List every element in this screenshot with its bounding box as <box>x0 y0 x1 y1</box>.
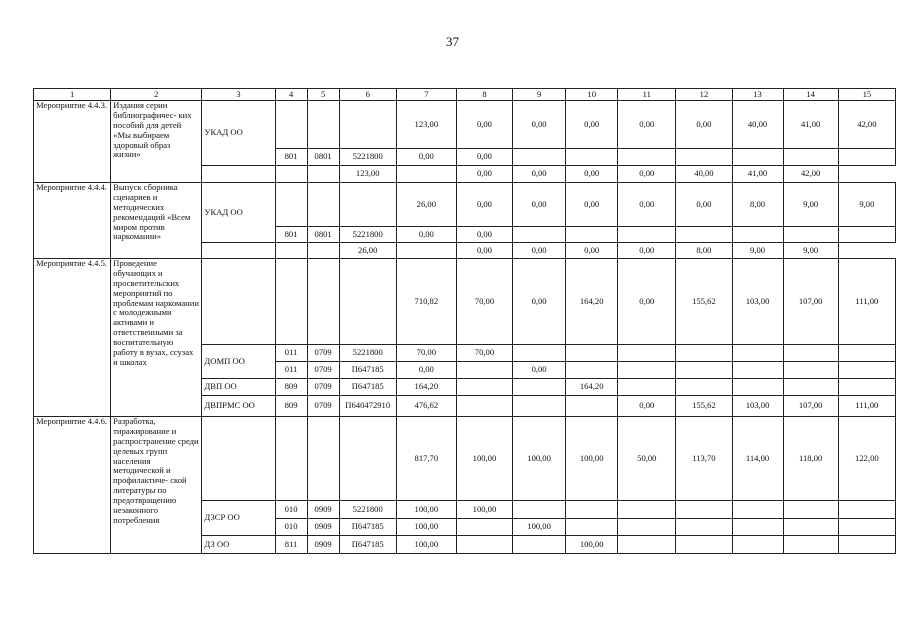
cell-c5: 0909 <box>307 536 339 554</box>
cell-c15: 42,00 <box>783 166 838 183</box>
cell-c5: 0801 <box>307 149 339 166</box>
cell-c13 <box>732 149 783 166</box>
cell-c13: 103,00 <box>732 396 783 417</box>
cell-c13 <box>732 227 783 243</box>
cell-c5 <box>275 166 307 183</box>
cell-c7: 476,62 <box>396 396 456 417</box>
cell-c9: 0,00 <box>456 243 512 259</box>
cell-c13 <box>732 519 783 536</box>
cell-c9: 0,00 <box>513 259 566 345</box>
cell-c14: 41,00 <box>732 166 783 183</box>
event-id-cell: Мероприятие 4.4.5. <box>34 259 111 417</box>
cell-c7: 70,00 <box>396 345 456 362</box>
event-id-cell: Мероприятие 4.4.3. <box>34 101 111 183</box>
cell-c12 <box>676 379 732 396</box>
cell-c8 <box>456 536 512 554</box>
cell-c11: 0,00 <box>566 166 618 183</box>
cell-c13 <box>732 501 783 519</box>
cell-c6: 5221800 <box>339 501 396 519</box>
table-row <box>34 417 896 501</box>
cell-c6 <box>307 243 339 259</box>
cell-c4: 011 <box>275 362 307 379</box>
cell-c5 <box>307 101 339 149</box>
cell-c5 <box>307 417 339 501</box>
cell-c14 <box>783 536 838 554</box>
cell-c6: П647185 <box>339 536 396 554</box>
cell-c4 <box>275 259 307 345</box>
cell-c12 <box>676 149 732 166</box>
cell-c10 <box>566 227 618 243</box>
cell-c9: 100,00 <box>513 519 566 536</box>
cell-c8 <box>396 166 456 183</box>
cell-c10: 100,00 <box>566 417 618 501</box>
cell-c4: 010 <box>275 519 307 536</box>
executor-cell: ДЗ ОО <box>202 536 275 554</box>
cell-c4 <box>275 101 307 149</box>
cell-c10: 0,00 <box>513 166 566 183</box>
event-id-cell: Мероприятие 4.4.4. <box>34 183 111 259</box>
cell-c15 <box>838 501 895 519</box>
cell-c8: 0,00 <box>456 101 512 149</box>
cell-c13: 8,00 <box>676 243 732 259</box>
cell-c8 <box>456 362 512 379</box>
cell-c15: 9,00 <box>838 183 895 227</box>
cell-c10: 164,20 <box>566 379 618 396</box>
cell-c9 <box>513 396 566 417</box>
cell-c15: 111,00 <box>838 259 895 345</box>
executor-cell: ДВП ОО <box>202 379 275 396</box>
cell-c7: 0,00 <box>396 149 456 166</box>
cell-c9 <box>513 345 566 362</box>
cell-c12: 155,62 <box>676 259 732 345</box>
cell-c6: П647185 <box>339 519 396 536</box>
header-cell: 5 <box>307 89 339 101</box>
cell-c9: 100,00 <box>513 417 566 501</box>
cell-c13: 40,00 <box>676 166 732 183</box>
cell-c12: 113,70 <box>676 417 732 501</box>
cell-c8: 100,00 <box>456 417 512 501</box>
table-row <box>34 101 896 149</box>
cell-c12 <box>676 227 732 243</box>
cell-c15 <box>838 362 895 379</box>
cell-c12: 0,00 <box>618 166 676 183</box>
cell-c11: 0,00 <box>618 259 676 345</box>
cell-c14: 9,00 <box>783 183 838 227</box>
header-cell: 12 <box>676 89 732 101</box>
cell-c10 <box>566 519 618 536</box>
cell-c12: 0,00 <box>676 183 732 227</box>
cell-c8 <box>456 519 512 536</box>
event-description-cell: Выпуск сборника сценариев и методических рекомендаций «Всем миром против наркомании» <box>111 183 202 259</box>
cell-c14 <box>783 345 838 362</box>
cell-c7: 26,00 <box>396 183 456 227</box>
cell-c9 <box>513 379 566 396</box>
cell-c15: 122,00 <box>838 417 895 501</box>
header-cell: 6 <box>339 89 396 101</box>
cell-c10: 0,00 <box>566 101 618 149</box>
executor-cell: УКАД ОО <box>202 101 275 166</box>
cell-c15 <box>838 345 895 362</box>
cell-c12: 0,00 <box>618 243 676 259</box>
cell-c15 <box>838 536 895 554</box>
cell-c9 <box>513 227 566 243</box>
cell-c6 <box>307 166 339 183</box>
cell-c15 <box>838 227 895 243</box>
cell-c11: 0,00 <box>618 183 676 227</box>
header-cell: 13 <box>732 89 783 101</box>
cell-c10: 0,00 <box>566 183 618 227</box>
cell-c6: 5221800 <box>339 345 396 362</box>
cell-c4 <box>202 166 275 183</box>
cell-c8: 0,00 <box>456 149 512 166</box>
cell-c15: 42,00 <box>838 101 895 149</box>
cell-c8: 100,00 <box>456 501 512 519</box>
cell-c11: 0,00 <box>566 243 618 259</box>
cell-c13: 8,00 <box>732 183 783 227</box>
cell-c11 <box>618 379 676 396</box>
cell-c11: 0,00 <box>618 396 676 417</box>
cell-c6: П640472910 <box>339 396 396 417</box>
event-description-cell: Издания серии библиографичес- ких пособий для детей «Мы выбираем здоровый образ жизни» <box>111 101 202 183</box>
cell-c5: 0709 <box>307 379 339 396</box>
cell-c10: 164,20 <box>566 259 618 345</box>
header-cell: 2 <box>111 89 202 101</box>
cell-c8: 70,00 <box>456 259 512 345</box>
cell-c14 <box>783 362 838 379</box>
cell-c7: 710,82 <box>396 259 456 345</box>
cell-c13: 114,00 <box>732 417 783 501</box>
cell-c14: 9,00 <box>732 243 783 259</box>
cell-c13 <box>732 362 783 379</box>
cell-c4: 809 <box>275 379 307 396</box>
header-cell: 15 <box>838 89 895 101</box>
cell-c14 <box>783 149 838 166</box>
cell-c9 <box>513 149 566 166</box>
cell-c6: 5221800 <box>339 227 396 243</box>
cell-c12 <box>676 345 732 362</box>
executor-cell: ДВПРМС ОО <box>202 396 275 417</box>
header-cell: 14 <box>783 89 838 101</box>
cell-c14: 107,00 <box>783 259 838 345</box>
budget-table <box>33 88 896 554</box>
cell-c6: 5221800 <box>339 149 396 166</box>
cell-c14: 118,00 <box>783 417 838 501</box>
cell-c11 <box>618 149 676 166</box>
cell-c7: 817,70 <box>396 417 456 501</box>
cell-c9 <box>513 536 566 554</box>
cell-c12 <box>676 501 732 519</box>
cell-c10 <box>566 501 618 519</box>
cell-c9: 0,00 <box>456 166 512 183</box>
cell-c13 <box>732 536 783 554</box>
cell-c5: 0709 <box>307 396 339 417</box>
cell-c8: 0,00 <box>456 183 512 227</box>
cell-c9 <box>513 501 566 519</box>
cell-c7: 123,00 <box>339 166 396 183</box>
cell-c7: 0,00 <box>396 227 456 243</box>
page-number: 37 <box>446 34 459 49</box>
cell-c5: 0709 <box>307 362 339 379</box>
event-description-cell: Проведение обучающих и просветительских мероприятий по проблемам наркомании с молодежными активами и ответственными за воспитательную работу в вузах, ссузах и школах <box>111 259 202 417</box>
cell-c4 <box>275 183 307 227</box>
cell-c6 <box>339 101 396 149</box>
cell-c10: 0,00 <box>513 243 566 259</box>
table-row <box>34 183 896 227</box>
cell-c5: 0801 <box>307 227 339 243</box>
cell-c4: 011 <box>275 345 307 362</box>
cell-c6: П647185 <box>339 379 396 396</box>
cell-c14 <box>783 379 838 396</box>
cell-c6 <box>339 183 396 227</box>
cell-c10: 100,00 <box>566 536 618 554</box>
cell-c5: 0909 <box>307 519 339 536</box>
cell-c7: 26,00 <box>339 243 396 259</box>
cell-c10 <box>566 396 618 417</box>
table-row <box>34 259 896 345</box>
cell-c14: 107,00 <box>783 396 838 417</box>
cell-c5: 0709 <box>307 345 339 362</box>
cell-c11: 0,00 <box>618 101 676 149</box>
executor-cell: ДОМП ОО <box>202 345 275 379</box>
cell-c5: 0909 <box>307 501 339 519</box>
cell-c10 <box>566 362 618 379</box>
cell-c13 <box>732 345 783 362</box>
cell-c13: 40,00 <box>732 101 783 149</box>
cell-c7: 100,00 <box>396 536 456 554</box>
event-id-cell: Мероприятие 4.4.6. <box>34 417 111 554</box>
cell-c13: 103,00 <box>732 259 783 345</box>
cell-c4: 801 <box>275 149 307 166</box>
header-cell: 7 <box>396 89 456 101</box>
cell-c12: 0,00 <box>676 101 732 149</box>
cell-c4 <box>202 243 275 259</box>
cell-c12 <box>676 519 732 536</box>
header-cell: 9 <box>513 89 566 101</box>
cell-c8 <box>456 396 512 417</box>
executor-cell: ДЗСР ОО <box>202 501 275 536</box>
cell-c11: 50,00 <box>618 417 676 501</box>
cell-c7: 0,00 <box>396 362 456 379</box>
cell-c4: 811 <box>275 536 307 554</box>
cell-c8 <box>396 243 456 259</box>
event-description-cell: Разработка, тиражирование и распространение среди целевых групп населения методической и профилактиче- ской литературы по предотвращению незаконного потребления <box>111 417 202 554</box>
executor-cell: УКАД ОО <box>202 183 275 243</box>
cell-c4: 801 <box>275 227 307 243</box>
cell-c11 <box>618 536 676 554</box>
header-cell: 4 <box>275 89 307 101</box>
cell-c9: 0,00 <box>513 362 566 379</box>
cell-c15 <box>838 149 895 166</box>
cell-c11 <box>618 362 676 379</box>
cell-c8: 70,00 <box>456 345 512 362</box>
cell-c10 <box>566 149 618 166</box>
cell-c11 <box>618 519 676 536</box>
cell-c6 <box>339 417 396 501</box>
header-cell: 8 <box>456 89 512 101</box>
cell-c6: П647185 <box>339 362 396 379</box>
cell-c7: 100,00 <box>396 519 456 536</box>
cell-c12 <box>676 536 732 554</box>
cell-c10 <box>566 345 618 362</box>
cell-c4: 010 <box>275 501 307 519</box>
cell-c14 <box>783 227 838 243</box>
cell-c5 <box>307 259 339 345</box>
cell-c5 <box>275 243 307 259</box>
cell-c15 <box>838 379 895 396</box>
cell-c7: 100,00 <box>396 501 456 519</box>
cell-c6 <box>339 259 396 345</box>
cell-c8 <box>456 379 512 396</box>
header-cell: 10 <box>566 89 618 101</box>
cell-c15 <box>838 519 895 536</box>
cell-c13 <box>732 379 783 396</box>
cell-c7: 164,20 <box>396 379 456 396</box>
cell-c12 <box>676 362 732 379</box>
header-cell: 11 <box>618 89 676 101</box>
executor-cell <box>202 259 275 345</box>
cell-c4 <box>275 417 307 501</box>
cell-c11 <box>618 501 676 519</box>
cell-c15: 9,00 <box>783 243 838 259</box>
cell-c4: 809 <box>275 396 307 417</box>
cell-c8: 0,00 <box>456 227 512 243</box>
cell-c14: 41,00 <box>783 101 838 149</box>
header-row <box>34 89 896 101</box>
cell-c14 <box>783 501 838 519</box>
cell-c9: 0,00 <box>513 183 566 227</box>
cell-c9: 0,00 <box>513 101 566 149</box>
header-cell: 3 <box>202 89 275 101</box>
cell-c11 <box>618 227 676 243</box>
cell-c11 <box>618 345 676 362</box>
header-cell: 1 <box>34 89 111 101</box>
cell-c15: 111,00 <box>838 396 895 417</box>
cell-c14 <box>783 519 838 536</box>
cell-c12: 155,62 <box>676 396 732 417</box>
cell-c7: 123,00 <box>396 101 456 149</box>
cell-c5 <box>307 183 339 227</box>
executor-cell <box>202 417 275 501</box>
